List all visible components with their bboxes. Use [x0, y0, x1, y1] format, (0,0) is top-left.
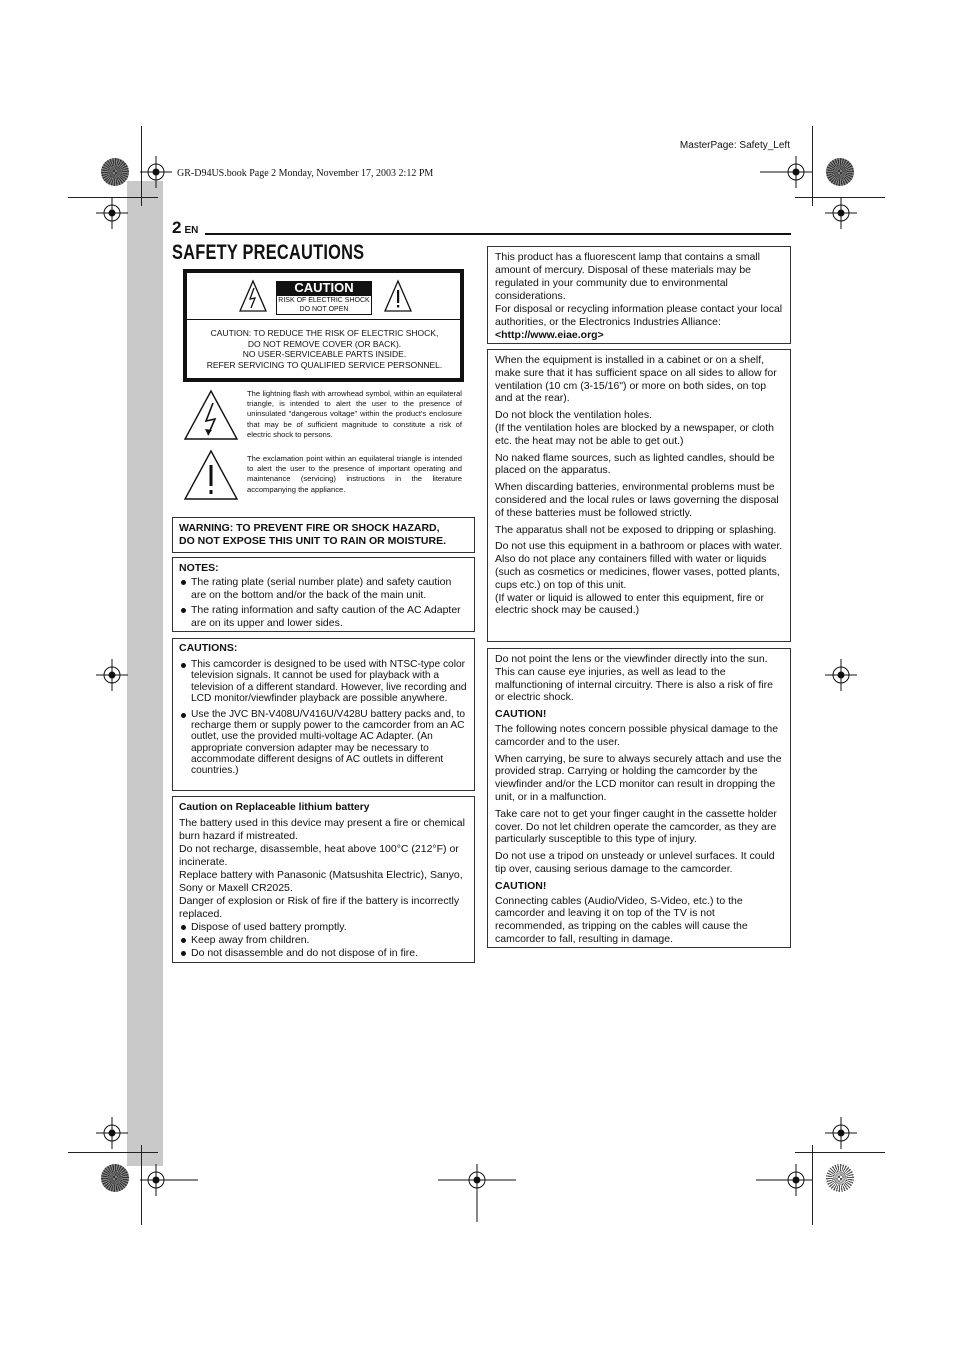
list-item: Keep away from children. — [179, 934, 468, 947]
caution-small-text — [276, 295, 372, 315]
installation-paragraph: Also do not place any containers filled with water or liquids (such as cosmetics or medicines, flower vases, potted plants, cups etc.) on top of this unit. — [495, 553, 780, 591]
lens-paragraph: Connecting cables (Audio/Video, S-Video, etc.) to the camcorder and leaving it on top of the TV is not recommended, as tripping on the cables will cause the camcorder to fall, resulting in damage. — [495, 894, 748, 945]
notes-heading: NOTES: — [179, 562, 219, 574]
installation-paragraph: (If water or liquid is allowed to enter this equipment, fire or electric shock may be caused.) — [495, 591, 765, 617]
lightning-triangle-icon — [238, 279, 268, 313]
caution-small-line: RISK OF ELECTRIC SHOCK — [278, 297, 370, 304]
list-item: The rating plate (serial number plate) and safety caution are on the bottom and/or the back of the main unit. — [179, 576, 468, 602]
lens-paragraph: The following notes concern possible physical damage to the camcorder and to the user. — [495, 722, 779, 748]
lightning-triangle-icon — [183, 389, 239, 441]
list-item: This camcorder is designed to be used with NTSC-type color television signals. It cannot be used for playback with a television of a different standard. However, live recording and LCD monitor/viewfinder playback are possible anywhere. — [179, 659, 468, 704]
caution-line: DO NOT REMOVE COVER (OR BACK). — [247, 338, 402, 349]
installation-paragraph: Do not use this equipment in a bathroom or places with water. — [495, 540, 783, 553]
caution-divider — [187, 319, 460, 320]
book-info-line: GR-D94US.book Page 2 Monday, November 17, 2003 2:12 PM — [177, 168, 434, 179]
lens-paragraph: Do not use a tripod on unsteady or unlevel surfaces. It could tip over, causing serious damage to the camcorder. — [495, 850, 775, 875]
page-title: SAFETY PRECAUTIONS — [172, 241, 365, 264]
caution-warning-text — [193, 328, 456, 370]
notes-box — [172, 557, 475, 632]
exclamation-symbol-text: The exclamation point within an equilateral triangle is intended to alert the user to the presence of important operating and maintenance (servicing) instructions in the literature accompanying the appliance. — [247, 454, 462, 494]
caution-line: CAUTION: TO REDUCE THE RISK OF ELECTRIC SHOCK, — [210, 328, 439, 338]
mercury-paragraph: For disposal or recycling information please contact your local authorities, or the Electronics Industries Alliance: — [495, 303, 783, 328]
warning-line: WARNING: TO PREVENT FIRE OR SHOCK HAZARD, — [179, 522, 440, 534]
mercury-box — [487, 246, 791, 344]
installation-paragraph: Do not block the ventilation holes. — [495, 409, 653, 422]
installation-paragraph: When discarding batteries, environmental problems must be considered and the local rules or laws governing the disposal of these batteries must be followed strictly. — [495, 481, 779, 519]
lens-paragraph: Do not point the lens or the viewfinder directly into the sun. This can cause eye injuries, as well as lead to the malfunctioning of internal circuitry. There is also a risk of fire or electric shock. — [495, 653, 773, 704]
installation-paragraph: The apparatus shall not be exposed to dripping or splashing. — [495, 523, 777, 536]
eiae-link: <http://www.eiae.org> — [495, 329, 604, 341]
lens-paragraph: Take care not to get your finger caught in the cassette holder cover. Do not let children operate the camcorder, as they are particularly susceptible to this type of injury. — [495, 807, 777, 846]
caution-label-graphic — [183, 269, 464, 382]
installation-paragraph: (If the ventilation holes are blocked by a newspaper, or cloth etc. the heat may not be able to get out.) — [495, 421, 774, 447]
lithium-paragraph: Danger of explosion or Risk of fire if the battery is incorrectly replaced. — [179, 895, 460, 920]
mercury-paragraph: This product has a fluorescent lamp that contains a small amount of mercury. Disposal of these materials may be regulated in your community due to environmental considerations. — [495, 251, 760, 302]
page-number-value: 2 — [172, 218, 182, 237]
caution-heading: CAUTION — [276, 281, 372, 295]
list-item: Do not disassemble and do not dispose of in fire. — [179, 947, 468, 960]
lithium-battery-box — [172, 796, 475, 963]
lithium-paragraph: The battery used in this device may present a fire or chemical burn hazard if mistreated. — [179, 817, 465, 842]
warning-line: DO NOT EXPOSE THIS UNIT TO RAIN OR MOISTURE. — [179, 535, 446, 547]
page-number — [172, 218, 198, 238]
caution-line: REFER SERVICING TO QUALIFIED SERVICE PERSONNEL. — [206, 359, 443, 370]
warning-box — [172, 517, 475, 553]
lightning-symbol-text: The lightning flash with arrowhead symbol, within an equilateral triangle, is intended to alert the user to the presence of uninsulated "dangerous voltage" within the product's enclosure that may be of sufficient magnitude to constitute a risk of electric shock to persons. — [247, 389, 462, 439]
header-rule — [205, 233, 791, 235]
installation-box — [487, 349, 791, 642]
caution-subheading: CAUTION! — [495, 879, 547, 892]
cautions-box — [172, 638, 475, 791]
lithium-paragraph: Do not recharge, disassemble, heat above 100°C (212°F) or incinerate. — [179, 843, 459, 868]
caution-line: NO USER-SERVICEABLE PARTS INSIDE. — [242, 349, 407, 359]
installation-paragraph: When the equipment is installed in a cabinet or on a shelf, make sure that it has sufficient space on all sides to allow for ventilation (10 cm (3-15/16") or more on both sides, on top and at the rear). — [495, 354, 777, 405]
masterpage-label: MasterPage: Safety_Left — [679, 140, 790, 151]
lens-paragraph: When carrying, be sure to always securely attach and use the provided strap. Carrying or holding the camcorder by the viewfinder and/or the LCD monitor can result in dropping the unit, or in a malfunction. — [495, 752, 782, 803]
lens-caution-box — [487, 648, 791, 948]
list-item: Use the JVC BN-V408U/V416U/V428U battery packs and, to recharge them or supply power to the camcorder from an AC outlet, use the provided multi-voltage AC Adapter. (An appropriate conversion adapter may be necessary to accommodate different designs of AC outlets in different countries.) — [179, 709, 468, 776]
language-code: EN — [184, 225, 199, 236]
exclamation-triangle-icon — [183, 449, 239, 501]
lithium-paragraph: Replace battery with Panasonic (Matsushita Electric), Sanyo, Sony or Maxell CR2025. — [179, 869, 463, 894]
lithium-heading: Caution on Replaceable lithium battery — [179, 802, 370, 813]
list-item: Dispose of used battery promptly. — [179, 921, 468, 934]
cautions-heading: CAUTIONS: — [179, 642, 238, 654]
installation-paragraph: No naked flame sources, such as lighted candles, should be placed on the apparatus. — [495, 451, 775, 477]
caution-subheading: CAUTION! — [495, 708, 547, 721]
list-item: The rating information and safty caution of the AC Adapter are on its upper and lower sides. — [179, 604, 468, 630]
caution-small-line: DO NOT OPEN — [299, 306, 349, 313]
exclamation-triangle-icon — [383, 279, 413, 313]
